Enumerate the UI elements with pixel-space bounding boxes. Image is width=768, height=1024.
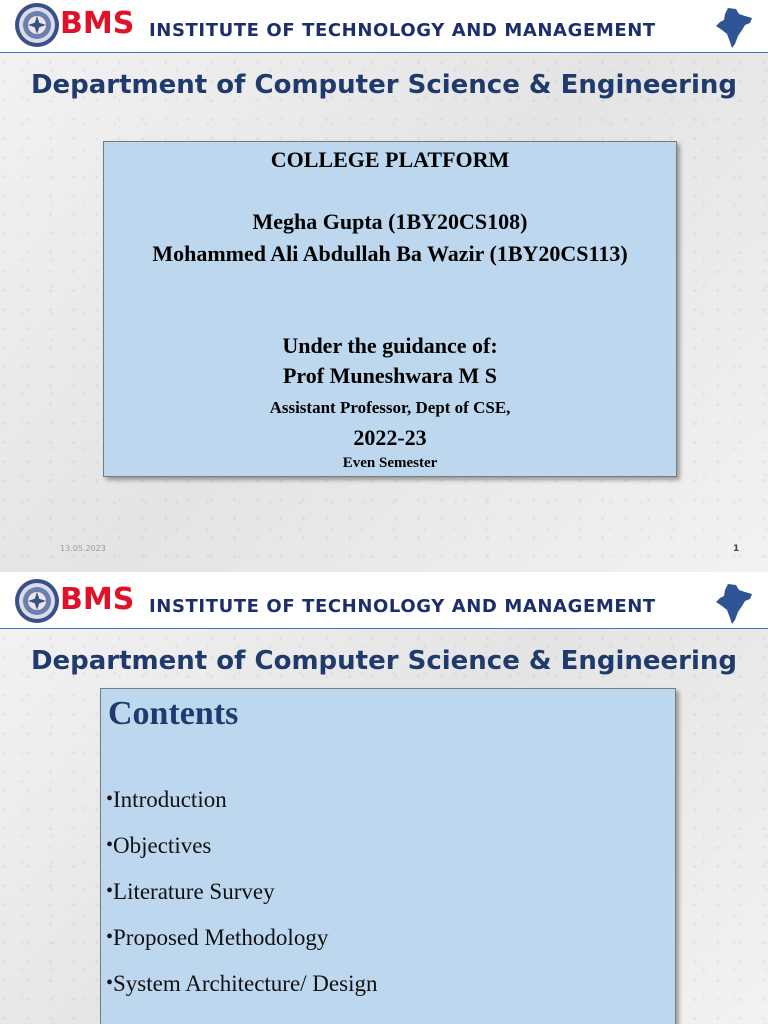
semester: Even Semester <box>342 455 438 471</box>
bullet-icon: • <box>106 788 114 810</box>
academic-year: 2022-23 <box>353 425 427 450</box>
slide-date: 13.05.2023 <box>60 544 106 553</box>
list-item-label: System Architecture/ Design <box>113 971 378 996</box>
contents-title: Contents <box>108 695 239 732</box>
guide-title: Assistant Professor, Dept of CSE, <box>269 398 511 417</box>
institute-name: INSTITUTE OF TECHNOLOGY AND MANAGEMENT <box>149 596 656 617</box>
list-item <box>106 925 328 951</box>
list-item-label: Literature Survey <box>113 879 275 904</box>
project-title-box <box>103 141 677 477</box>
contents-slide <box>0 576 768 1024</box>
india-map-icon <box>712 582 756 626</box>
college-seal-icon <box>14 2 60 48</box>
list-item <box>106 833 211 859</box>
department-title: Department of Computer Science & Engineering <box>30 646 738 676</box>
list-item-label: Objectives <box>113 833 212 858</box>
bullet-icon: • <box>106 834 114 856</box>
slide-header <box>0 576 768 629</box>
list-item-label: Proposed Methodology <box>113 925 329 950</box>
contents-box <box>100 688 676 1024</box>
list-item <box>106 879 275 905</box>
institute-name: INSTITUTE OF TECHNOLOGY AND MANAGEMENT <box>149 20 656 41</box>
brand-name: BMS <box>60 6 135 41</box>
guide-name: Prof Muneshwara M S <box>282 363 498 388</box>
india-map-icon <box>712 6 756 50</box>
bullet-icon: • <box>106 880 114 902</box>
author-1: Megha Gupta (1BY20CS108) <box>252 209 528 234</box>
list-item <box>106 971 377 997</box>
guidance-label: Under the guidance of: <box>282 333 498 358</box>
department-title: Department of Computer Science & Engineering <box>30 70 738 100</box>
college-seal-icon <box>14 578 60 624</box>
list-item <box>106 787 227 813</box>
author-2: Mohammed Ali Abdullah Ba Wazir (1BY20CS113) <box>152 241 628 266</box>
project-title: COLLEGE PLATFORM <box>270 147 510 172</box>
slide-number: 1 <box>733 544 740 554</box>
brand-name: BMS <box>60 582 135 617</box>
bullet-icon: • <box>106 972 114 994</box>
bullet-icon: • <box>106 926 114 948</box>
slide-header <box>0 0 768 53</box>
list-item-label: Introduction <box>113 787 227 812</box>
